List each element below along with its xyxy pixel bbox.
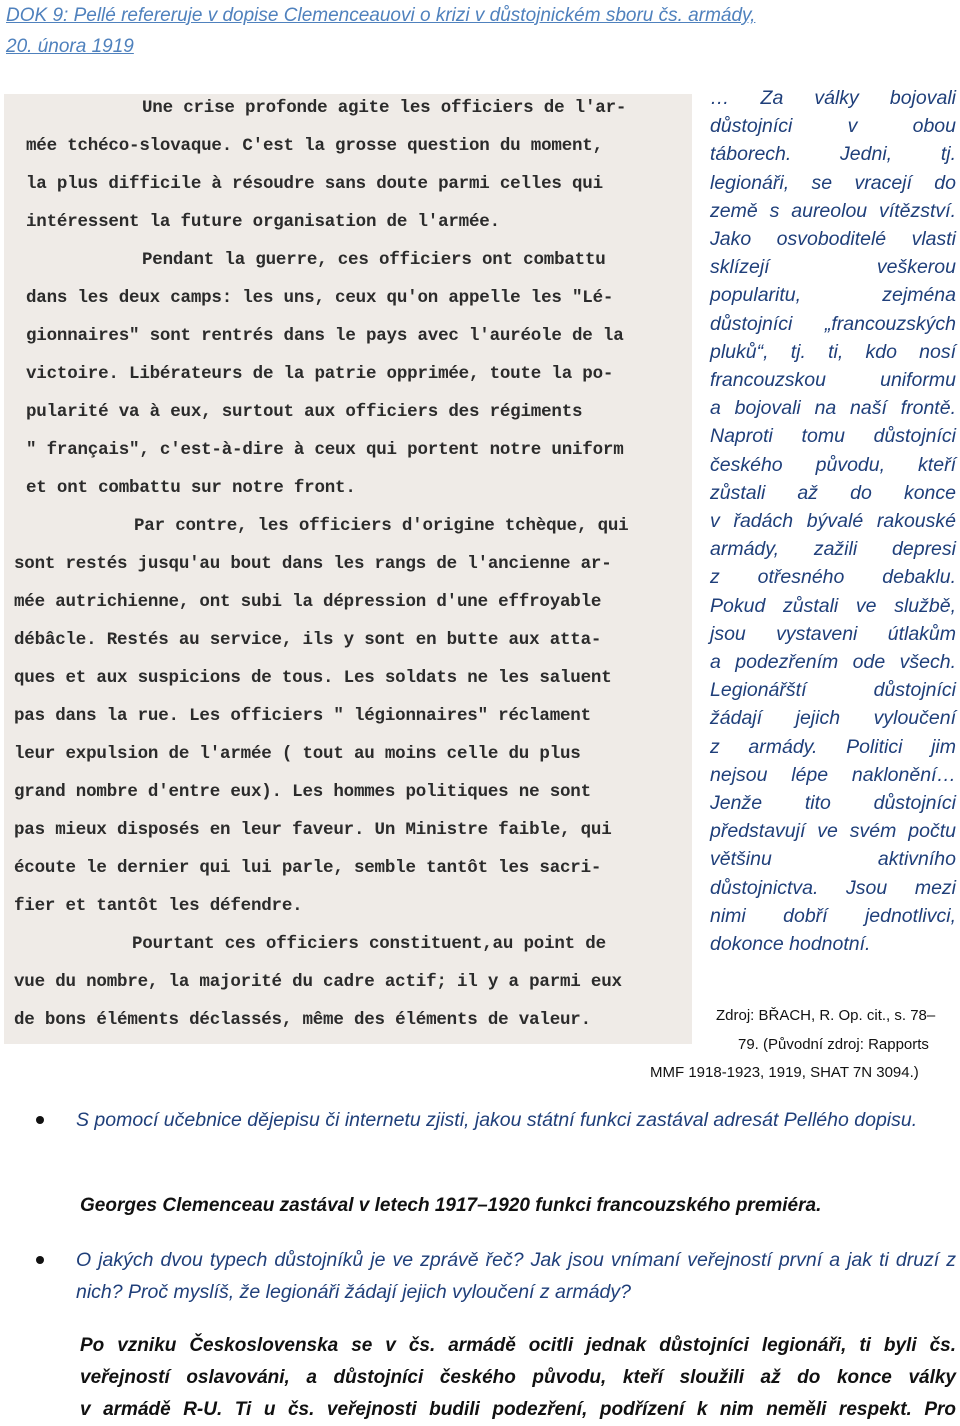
scan-line: dans les deux camps: les uns, ceux qu'on appelle les "Lé-: [26, 288, 614, 308]
excerpt-line: … Za války bojovali: [710, 87, 956, 109]
excerpt-line: táborech. Jedni, tj.: [710, 143, 956, 166]
scan-line: " français", c'est-à-dire à ceux qui portent notre uniform: [26, 440, 624, 460]
excerpt-line: země s aureolou vítězství.: [710, 199, 956, 222]
excerpt-line: a podezřením ode všech.: [710, 651, 956, 674]
excerpt-line: dokonce hodnotní.: [710, 933, 871, 956]
excerpt-line: v řadách bývalé rakouské: [710, 510, 956, 533]
answer-1: [80, 1190, 956, 1222]
czech-translation-excerpt: [710, 84, 956, 958]
scan-line: la plus difficile à résoudre sans doute parmi celles qui: [26, 174, 603, 194]
scan-line: vue du nombre, la majorité du cadre actif; il y a parmi eux: [14, 972, 622, 992]
excerpt-line: Jenže tito důstojníci: [710, 792, 956, 815]
scan-line: mée autrichienne, ont subi la dépression d'une effroyable: [14, 592, 602, 612]
excerpt-line: pluků“, tj. ti, kdo nosí: [710, 340, 956, 363]
excerpt-line: z armády. Politici jim: [710, 735, 956, 758]
excerpt-line: nimi dobří jednotlivci,: [710, 904, 956, 927]
document-heading: [6, 0, 956, 62]
scan-line: mée tchéco-slovaque. C'est la grosse question du moment,: [26, 136, 603, 156]
excerpt-line: důstojníci „francouzských: [710, 312, 956, 335]
scan-line: pularité va à eux, surtout aux officiers des régiments: [26, 402, 583, 422]
excerpt-line: a bojovali na naší frontě.: [710, 397, 956, 420]
heading-line-2: 20. února 1919: [6, 36, 134, 57]
bullet-icon: [36, 1256, 44, 1264]
source-line-3: MMF 1918-1923, 1919, SHAT 7N 3094.): [650, 1064, 919, 1081]
excerpt-line: z otřesného debaklu.: [710, 566, 956, 589]
excerpt-line: Legionářští důstojníci: [710, 679, 956, 702]
answer-2-line: veřejností oslavováni, a důstojníci českého původu, kteří sloužili až do konce války: [80, 1367, 956, 1388]
scanned-letter-image: [4, 94, 692, 1044]
excerpt-line: Jako osvoboditelé vlasti: [710, 228, 956, 251]
excerpt-line: legionáři, se vracejí do: [710, 171, 956, 194]
scan-line: et ont combattu sur notre front.: [26, 478, 356, 498]
excerpt-line: důstojníci v obou: [710, 115, 956, 138]
scan-line: Pourtant ces officiers constituent,au point de: [132, 934, 606, 954]
excerpt-line: žádají jejich vyloučení: [710, 707, 956, 730]
excerpt-line: důstojnictva. Jsou mezi: [710, 876, 956, 899]
heading-line-1: DOK 9: Pellé refereruje v dopise Clemenceauovi o krizi v důstojnickém sboru čs. armády,: [6, 5, 756, 26]
answer-2-line: v armádě R-U. Ti u čs. veřejnosti budili podezření, podřízení k nim neměli respekt. Pro: [80, 1399, 956, 1420]
excerpt-line: většinu aktivního: [710, 848, 956, 871]
question-2-text: O jakých dvou typech důstojníků je ve zprávě řeč? Jak jsou vnímaní veřejností první a jak ti druzí z nich? Proč myslíš, že legionáři žádají jejich vyloučení z armády?: [76, 1249, 956, 1303]
question-1-text: S pomocí učebnice dějepisu či internetu zjisti, jakou státní funkci zastával adresát Pellého dopisu.: [76, 1109, 918, 1131]
answer-2-line: Po vzniku Československa se v čs. armádě ocitli jednak důstojníci legionáři, ti byli čs.: [80, 1335, 956, 1356]
scan-line: fier et tantôt les défendre.: [14, 896, 303, 916]
answer-1-line: Georges Clemenceau zastával v letech 1917–1920 funkci francouzského premiéra.: [80, 1195, 822, 1216]
scan-line: intéressent la future organisation de l'armée.: [26, 212, 500, 232]
source-citation: [650, 1002, 956, 1088]
excerpt-line: francouzskou uniformu: [710, 369, 956, 392]
excerpt-line: Pokud zůstali ve službě,: [710, 594, 956, 617]
scan-line: pas dans la rue. Les officiers " légionnaires" réclament: [14, 706, 591, 726]
scan-line: Une crise profonde agite les officiers de l'ar-: [142, 98, 627, 118]
scan-line: gionnaires" sont rentrés dans le pays avec l'auréole de la: [26, 326, 624, 346]
answer-2: [80, 1330, 956, 1426]
scan-line: Par contre, les officiers d'origine tchèque, qui: [134, 516, 629, 536]
excerpt-line: armády, zažili depresi: [710, 538, 956, 561]
excerpt-line: sklízejí veškerou: [710, 256, 956, 279]
scan-line: écoute le dernier qui lui parle, semble tantôt les sacri-: [14, 858, 602, 878]
scan-line: grand nombre d'entre eux). Les hommes politiques ne sont: [14, 782, 591, 802]
excerpt-line: Naproti tomu důstojníci: [710, 425, 956, 448]
excerpt-line: českého původu, kteří: [710, 453, 956, 476]
scan-line: pas mieux disposés en leur faveur. Un Ministre faible, qui: [14, 820, 612, 840]
scan-line: Pendant la guerre, ces officiers ont combattu: [142, 250, 606, 270]
bullet-icon: [36, 1116, 44, 1124]
scan-line: ques et aux suspicions de tous. Les soldats ne les saluent: [14, 668, 612, 688]
scan-line: sont restés jusqu'au bout dans les rangs de l'ancienne ar-: [14, 554, 612, 574]
source-line-1: Zdroj: BŘACH, R. Op. cit., s. 78–: [716, 1007, 936, 1024]
excerpt-line: nejsou lépe naklonění…: [710, 763, 956, 786]
scan-line: victoire. Libérateurs de la patrie opprimée, toute la po-: [26, 364, 614, 384]
scan-line: débâcle. Restés au service, ils y sont en butte aux atta-: [14, 630, 602, 650]
excerpt-line: představují ve svém počtu: [710, 820, 956, 843]
excerpt-line: zůstali až do konce: [710, 481, 956, 504]
scan-line: de bons éléments déclassés, même des éléments de valeur.: [14, 1010, 591, 1030]
excerpt-line: jsou vystaveni útlakům: [710, 622, 956, 645]
excerpt-line: popularitu, zejména: [710, 284, 956, 307]
source-line-2: 79. (Původní zdroj: Rapports: [738, 1035, 929, 1053]
scan-line: leur expulsion de l'armée ( tout au moins celle du plus: [14, 744, 581, 764]
